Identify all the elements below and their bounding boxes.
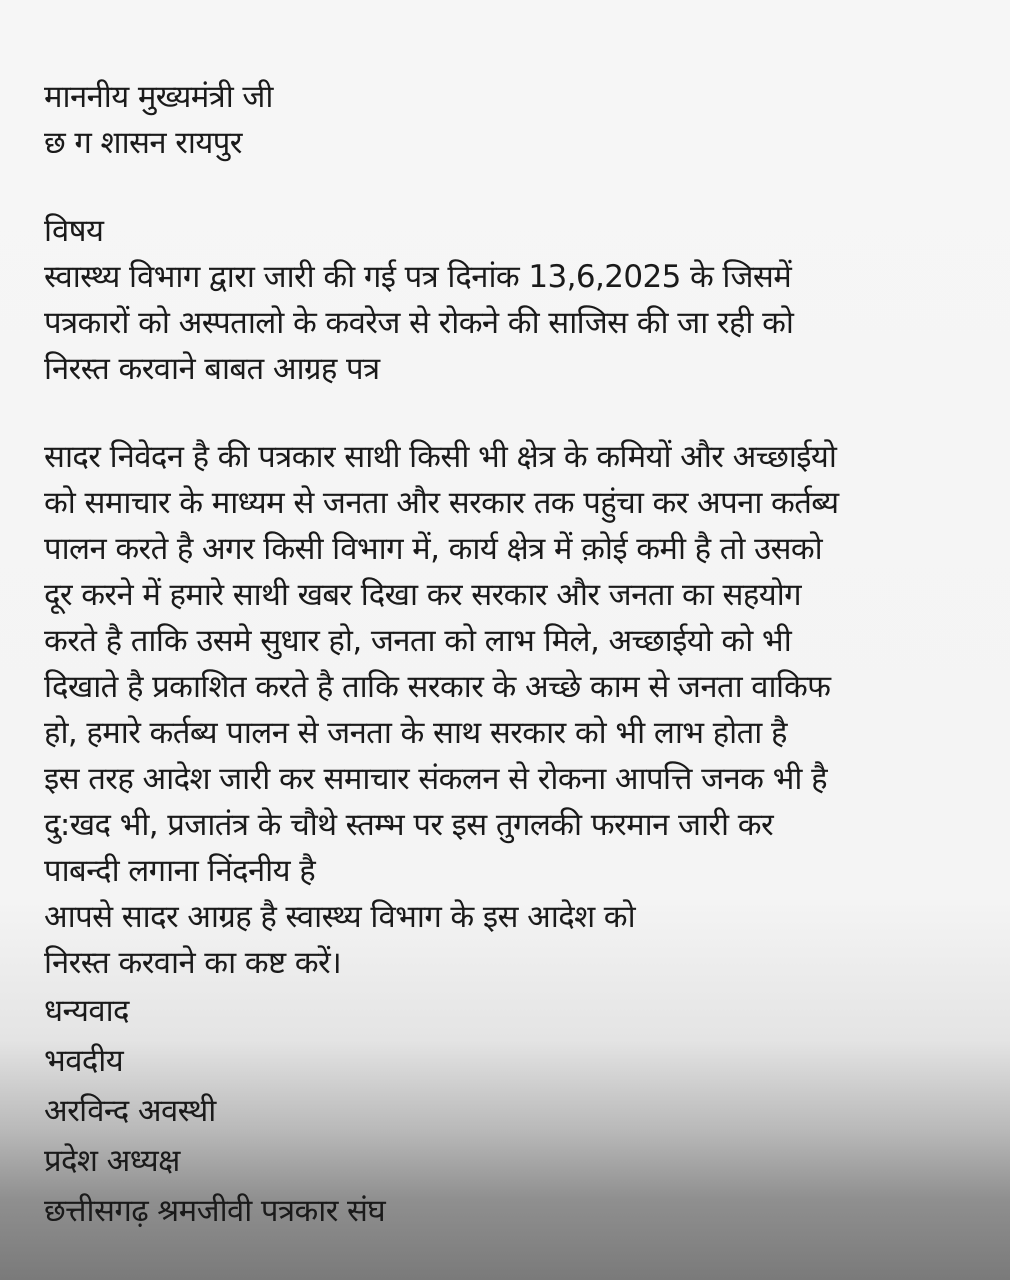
subject-label: विषय [44, 213, 104, 249]
closing-thanks: धन्यवाद [44, 993, 129, 1029]
subject-line: निरस्त करवाने बाबत आग्रह पत्र [44, 351, 380, 387]
body-line: निरस्त करवाने का कष्ट करें। [44, 945, 342, 981]
body-block [44, 434, 974, 986]
body-line: पालन करते है अगर किसी विभाग में, कार्य क्षेत्र में क़ोई कमी है तो उसको [44, 531, 823, 567]
signatory-name: अरविन्द अवस्थी [44, 1093, 216, 1129]
body-line: इस तरह आदेश जारी कर समाचार संकलन से रोकना आपत्ति जनक भी है [44, 761, 827, 797]
subject-line: पत्रकारों को अस्पतालो के कवरेज से रोकने की साजिस की जा रही को [44, 305, 794, 341]
subject-block [44, 208, 974, 392]
signatory-organization: छत्तीसगढ़ श्रमजीवी पत्रकार संघ [44, 1193, 386, 1229]
signatory-designation: प्रदेश अध्यक्ष [44, 1143, 180, 1179]
addressee-block [44, 74, 974, 166]
closing-block [44, 986, 974, 1236]
body-line: हो, हमारे कर्तब्य पालन से जनता के साथ सरकार को भी लाभ होता है [44, 715, 787, 751]
body-line: दूर करने में हमारे साथी खबर दिखा कर सरकार और जनता का सहयोग [44, 577, 802, 613]
closing-yours: भवदीय [44, 1043, 124, 1079]
body-line: सादर निवेदन है की पत्रकार साथी किसी भी क्षेत्र के कमियों और अच्छाईयो [44, 439, 837, 475]
body-line: पाबन्दी लगाना निंदनीय है [44, 853, 316, 889]
body-line: को समाचार के माध्यम से जनता और सरकार तक पहुंचा कर अपना कर्तब्य [44, 485, 839, 521]
body-line: दु:खद भी, प्रजातंत्र के चौथे स्तम्भ पर इस तुगलकी फरमान जारी कर [44, 807, 774, 843]
body-line: आपसे सादर आग्रह है स्वास्थ्य विभाग के इस आदेश को [44, 899, 636, 935]
body-line: दिखाते है प्रकाशित करते है ताकि सरकार के अच्छे काम से जनता वाकिफ [44, 669, 831, 705]
addressee-line: माननीय मुख्यमंत्री जी [44, 79, 273, 115]
body-line: करते है ताकि उसमे सुधार हो, जनता को लाभ मिले, अच्छाईयो को भी [44, 623, 792, 659]
subject-line: स्वास्थ्य विभाग द्वारा जारी की गई पत्र दिनांक 13,6,2025 के जिसमें [44, 259, 792, 295]
addressee-line: छ ग शासन रायपुर [44, 125, 242, 161]
letter [44, 74, 974, 1236]
